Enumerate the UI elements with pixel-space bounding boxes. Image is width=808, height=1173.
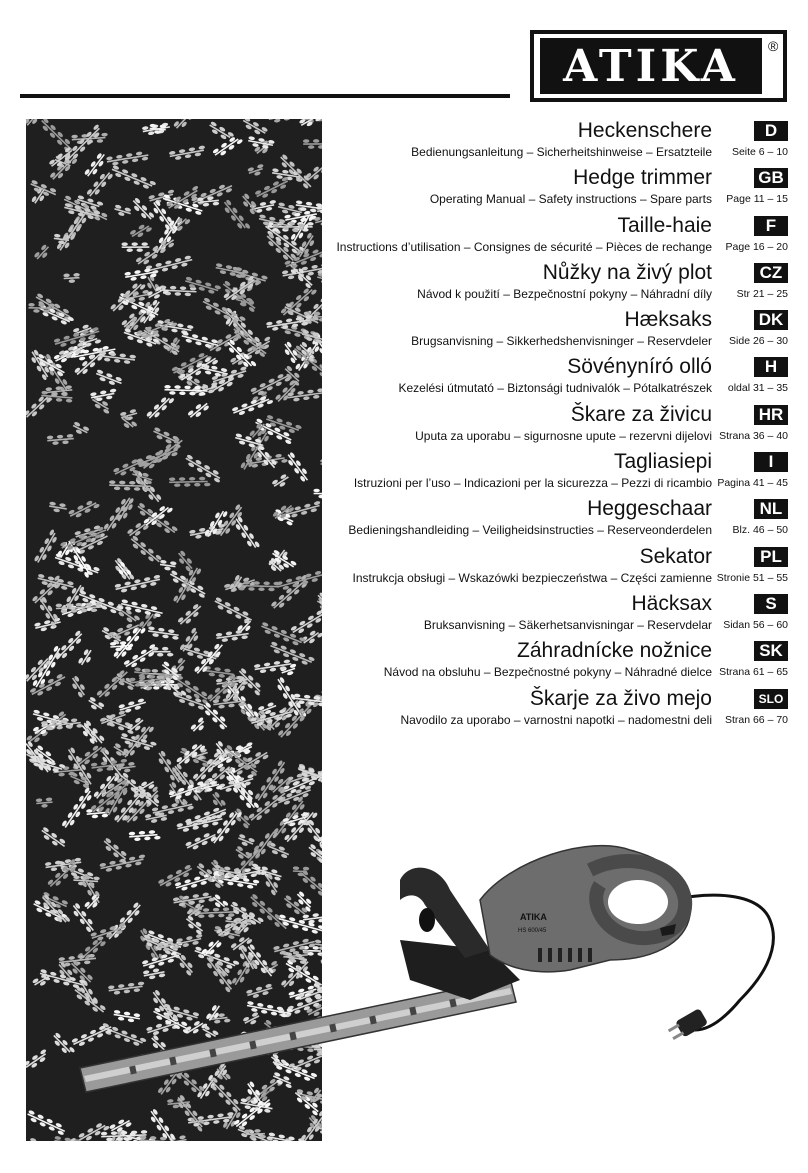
header-rule (20, 94, 510, 98)
language-title: Záhradnícke nožnice (517, 639, 712, 663)
language-code-badge: SK (754, 641, 788, 661)
language-title: Häcksax (631, 591, 712, 615)
language-code-badge: F (754, 216, 788, 236)
language-code-badge: H (754, 357, 788, 377)
registered-mark: ® (768, 38, 779, 54)
language-subtitle: Kezelési útmutató – Biztonsági tudnivalók – Pótalkatrészek (398, 381, 712, 396)
language-page-range: Page 11 – 15 (726, 193, 788, 206)
language-page-range: Stran 66 – 70 (724, 713, 788, 726)
language-entry (330, 591, 790, 638)
language-entry (330, 213, 790, 260)
language-subtitle: Instrukcja obsługi – Wskazówki bezpieczeństwa – Części zamienne (352, 570, 712, 585)
language-subtitle: Návod na obsluhu – Bezpečnostné pokyny – Náhradné dielce (383, 665, 712, 680)
language-entry (330, 544, 790, 591)
language-entry (330, 686, 790, 733)
language-title: Nůžky na živý plot (542, 260, 712, 284)
language-entry (330, 260, 790, 307)
language-page-range: Strana 36 – 40 (719, 429, 788, 442)
language-subtitle: Brugsanvisning – Sikkerhedshenvisninger – Reservdeler (411, 334, 712, 349)
language-subtitle: Operating Manual – Safety instructions – Spare parts (429, 192, 712, 207)
language-subtitle: Uputa za uporabu – sigurnosne upute – rezervni dijelovi (415, 428, 712, 443)
language-subtitle: Navodilo za uporabo – varnostni napotki – nadomestni deli (400, 712, 712, 727)
language-index (330, 118, 790, 733)
language-title: Hæksaks (624, 308, 712, 332)
hedge-trimmer-illustration (70, 830, 800, 1130)
language-subtitle: Istruzioni per l’uso – Indicazioni per la sicurezza – Pezzi di ricambio (353, 476, 712, 491)
language-code-badge: NL (754, 499, 788, 519)
language-title: Škarje za živo mejo (529, 686, 712, 710)
language-entry (330, 402, 790, 449)
language-page-range: oldal 31 – 35 (727, 382, 788, 395)
language-subtitle: Instructions d’utilisation – Consignes de sécurité – Pièces de rechange (336, 239, 712, 254)
language-subtitle: Návod k použití – Bezpečnostní pokyny – Náhradní díly (417, 286, 712, 301)
language-title: Škare za živicu (570, 402, 712, 426)
language-title: Tagliasiepi (613, 450, 712, 474)
product-model-label: HS 600/45 (518, 928, 547, 934)
language-page-range: Sidan 56 – 60 (723, 618, 788, 631)
language-code-badge: S (754, 594, 788, 614)
language-subtitle: Bruksanvisning – Säkerhetsanvisningar – Reservdelar (423, 617, 712, 632)
language-entry (330, 449, 790, 496)
language-page-range: Strana 61 – 65 (719, 666, 788, 679)
language-code-badge: HR (754, 405, 788, 425)
language-page-range: Pagina 41 – 45 (717, 477, 788, 490)
language-code-badge: CZ (754, 263, 788, 283)
language-page-range: Side 26 – 30 (729, 335, 788, 348)
brand-logo-text: ATIKA (540, 38, 762, 94)
language-title: Sövényníró olló (567, 355, 712, 379)
language-title: Taille-haie (617, 213, 712, 237)
language-code-badge: SLO (754, 689, 788, 709)
language-page-range: Str 21 – 25 (736, 287, 788, 300)
language-entry (330, 118, 790, 165)
language-page-range: Page 16 – 20 (725, 240, 788, 253)
language-subtitle: Bedienungsanleitung – Sicherheitshinweise – Ersatzteile (411, 145, 712, 159)
language-title: Heggeschaar (587, 497, 712, 521)
brand-logo (530, 30, 787, 102)
language-code-badge: GB (754, 168, 788, 188)
language-entry (330, 496, 790, 543)
language-title: Hedge trimmer (573, 166, 712, 190)
language-code-badge: DK (754, 310, 788, 330)
language-code-badge: D (754, 121, 788, 141)
language-page-range: Stronie 51 – 55 (716, 571, 788, 584)
language-page-range: Seite 6 – 10 (731, 146, 788, 158)
language-page-range: Blz. 46 – 50 (732, 524, 788, 537)
language-code-badge: PL (754, 547, 788, 567)
product-brand-label: ATIKA (520, 912, 547, 922)
language-entry (330, 638, 790, 685)
language-title: Sekator (639, 544, 712, 568)
language-entry (330, 307, 790, 354)
hedge-trimmer-image (70, 830, 800, 1130)
language-entry (330, 165, 790, 212)
language-subtitle: Bedieningshandleiding – Veiligheidsinstructies – Reserveonderdelen (348, 523, 712, 538)
language-code-badge: I (754, 452, 788, 472)
language-title: Heckenschere (577, 119, 712, 142)
language-entry (330, 354, 790, 401)
